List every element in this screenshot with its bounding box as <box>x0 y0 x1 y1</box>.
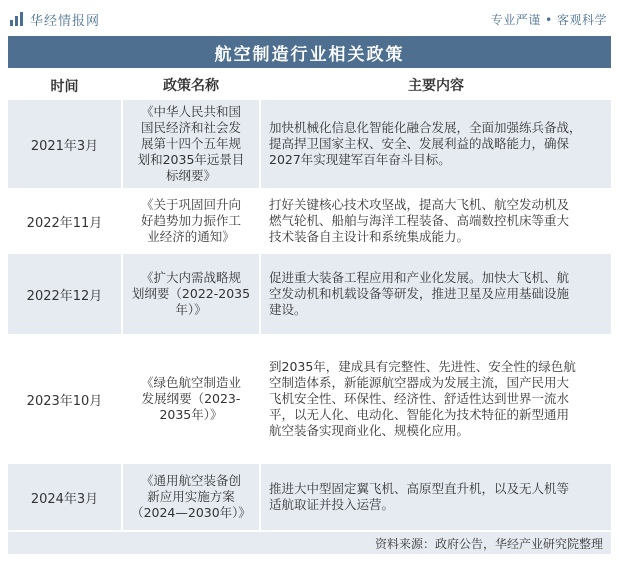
table-row <box>8 98 611 188</box>
row-policy-name: 《扩大内需战略规 划纲要（2022-2035 年）》 <box>131 270 251 317</box>
row-date: 2022年11月 <box>26 215 103 231</box>
row-content: 打好关键核心技术攻坚战，提高大飞机、航空发动机及 燃气轮机、船舶与海洋工程装备、高端数控机床等重大 技术装备自主设计和系统集成能力。 <box>269 197 570 244</box>
header-date: 时间 <box>50 79 79 95</box>
slogan: 专业严谨 • 客观科学 <box>490 13 607 27</box>
row-content: 加快机械化信息化智能化融合发展，全面加强练兵备战， 提高捍卫国家主权、安全、发展利益的战略能力，确保 2027年实现建军百年奋斗目标。 <box>269 120 582 167</box>
top-bar <box>0 0 619 36</box>
table-row <box>8 334 611 462</box>
brand-logo <box>10 9 100 29</box>
brand-name: 华经情报网 <box>30 13 101 29</box>
table-header <box>8 74 611 98</box>
row-policy-name: 《通用航空装备创 新应用实施方案 （2024—2030年）》 <box>131 473 251 520</box>
row-content: 到2035年，建成具有完整性、先进性、安全性的绿色航 空制造体系，新能源航空器成为发展主流，国产民用大 飞机安全性、环保性、经济性、舒适性达到世界一流水 平，以无人化、电动化、智能化为技术特征的新型通用 航空装备实现商业化、规模化应用。 <box>269 359 576 438</box>
row-policy-name: 《中华人民共和国 国民经济和社会发 展第十四个五年规 划和2035年远景目 标纲要》 <box>137 104 245 183</box>
table-row <box>8 188 611 252</box>
header-main-content: 主要内容 <box>408 78 464 94</box>
row-policy-name: 《绿色航空制造业 发展纲要（2023- 2035年）》 <box>140 375 241 422</box>
row-date: 2024年3月 <box>30 491 99 507</box>
row-content: 促进重大装备工程应用和产业化发展。加快大飞机、航 空发动机和机载设备等研发，推进卫星及应用基础设施 建设。 <box>269 270 570 317</box>
row-content: 推进大中型固定翼飞机、高原型直升机，以及无人机等 适航取证并投入运营。 <box>269 481 570 512</box>
header-policy-name: 政策名称 <box>163 78 219 94</box>
row-date: 2023年10月 <box>26 393 103 409</box>
row-policy-name: 《关于巩固回升向 好趋势加力振作工 业经济的通知》 <box>140 197 241 244</box>
row-date: 2021年3月 <box>30 138 99 154</box>
row-date: 2022年12月 <box>26 288 103 304</box>
page-title: 航空制造行业相关政策 <box>8 36 611 68</box>
source-note: 资料来源：政府公告，华经产业研究院整理 <box>8 532 611 554</box>
table-row <box>8 252 611 334</box>
bar-chart-icon <box>10 12 24 26</box>
policy-table <box>8 74 611 530</box>
table-row <box>8 462 611 530</box>
